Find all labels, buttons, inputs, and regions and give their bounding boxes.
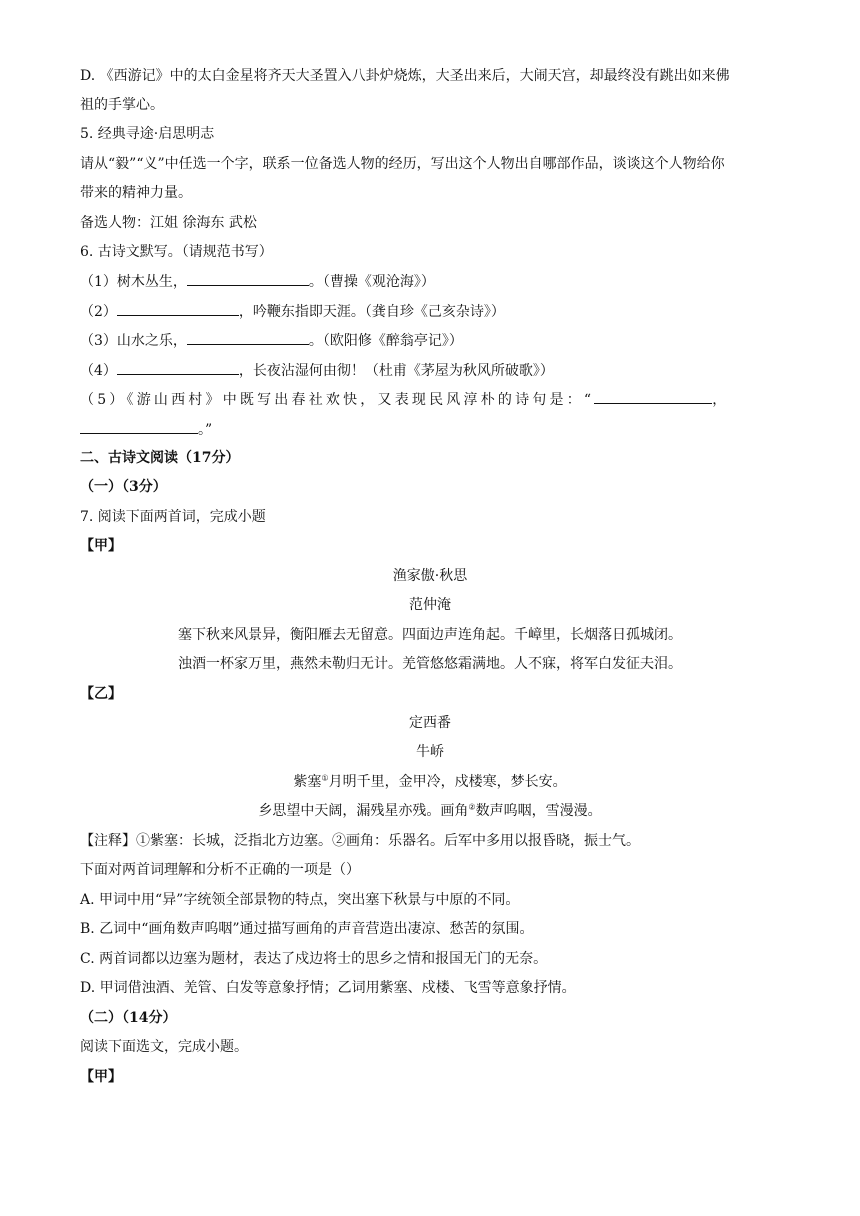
q6-item-2-prefix: （2） bbox=[80, 304, 117, 320]
q6-item-3-suffix: 。（欧阳修《醉翁亭记》） bbox=[308, 333, 463, 349]
q6-item-5-line1 bbox=[80, 389, 726, 409]
q6-item-5-suffix: 。” bbox=[198, 422, 213, 438]
poem2-line2-a: 乡思望中天阔，漏残星亦残。画角 bbox=[258, 803, 469, 819]
q5-title: 5. 经典寻途·启思明志 bbox=[80, 126, 215, 142]
q7-yi-label: 【乙】 bbox=[80, 686, 122, 702]
q6-item-5-sep: ， bbox=[712, 392, 727, 408]
section-2-heading: 二、古诗文阅读（17分） bbox=[80, 450, 240, 466]
q7-option-c: C. 两首词都以边塞为题材，表达了戍边将士的思乡之情和报国无门的无奈。 bbox=[80, 951, 548, 967]
q7-jia-label: 【甲】 bbox=[80, 538, 122, 554]
q4-option-d-line1: D. 《西游记》中的太白金星将齐天大圣置入八卦炉烧炼，大圣出来后，大闹天宫，却最终没有跳出如来佛 bbox=[80, 68, 730, 84]
q7-note: 【注释】①紫塞：长城，泛指北方边塞。②画角：乐器名。后军中多用以报昏晓，振士气。 bbox=[80, 833, 640, 849]
section-2-part-1: （一）（3分） bbox=[80, 479, 167, 495]
section-2-part-2: （二）（14分） bbox=[80, 1010, 177, 1026]
poem1-title: 渔家傲·秋思 bbox=[392, 568, 468, 584]
answer-blank[interactable] bbox=[117, 301, 239, 316]
poem2-author: 牛峤 bbox=[416, 744, 444, 760]
q5-prompt-line1: 请从“毅”“义”中任选一个字，联系一位备选人物的经历，写出这个人物出自哪部作品，谈谈这个人物给你 bbox=[80, 156, 725, 172]
q7-option-a: A. 甲词中用“异”字统领全部景物的特点，突出塞下秋景与中原的不同。 bbox=[80, 892, 520, 908]
q6-item-2 bbox=[80, 301, 505, 321]
answer-blank[interactable] bbox=[80, 419, 198, 434]
q7-option-b: B. 乙词中“画角数声呜咽”通过描写画角的声音营造出凄凉、愁苦的氛围。 bbox=[80, 921, 534, 937]
footnote-mark-2: ② bbox=[468, 802, 476, 812]
q5-candidates: 备选人物：江姐 徐海东 武松 bbox=[80, 215, 257, 231]
q6-item-3 bbox=[80, 330, 463, 350]
q6-title: 6. 古诗文默写。（请规范书写） bbox=[80, 244, 273, 260]
q6-item-5-prefix: （5）《游山西村》中既写出春社欢快，又表现民风淳朴的诗句是：“ bbox=[80, 392, 595, 408]
footnote-mark-1: ① bbox=[321, 773, 329, 783]
q6-item-5-line2 bbox=[80, 419, 212, 439]
poem1-line2: 浊酒一杯家万里，燕然未勒归无计。羌管悠悠霜满地。人不寐，将军白发征夫泪。 bbox=[178, 656, 682, 672]
answer-blank[interactable] bbox=[187, 271, 309, 286]
answer-blank[interactable] bbox=[594, 389, 712, 404]
q7-option-d: D. 甲词借浊酒、羌管、白发等意象抒情；乙词用紫塞、戍楼、飞雪等意象抒情。 bbox=[80, 980, 576, 996]
q5-prompt-line2: 带来的精神力量。 bbox=[80, 185, 192, 201]
poem2-line2 bbox=[0, 801, 860, 821]
q7-title: 7. 阅读下面两首词，完成小题 bbox=[80, 509, 266, 525]
q7-question: 下面对两首词理解和分析不正确的一项是（） bbox=[80, 862, 360, 878]
q6-item-4-prefix: （4） bbox=[80, 363, 117, 379]
poem2-line2-b: 数声呜咽，雪漫漫。 bbox=[475, 803, 602, 819]
part2-jia-label: 【甲】 bbox=[80, 1069, 122, 1085]
poem2-line1-a: 紫塞 bbox=[293, 774, 322, 790]
q4-option-d-line2: 祖的手掌心。 bbox=[80, 97, 164, 113]
q6-item-4-suffix: ，长夜沾湿何由彻！（杜甫《茅屋为秋风所破歌》） bbox=[238, 363, 554, 379]
part2-instruction: 阅读下面选文，完成小题。 bbox=[80, 1039, 248, 1055]
q6-item-1 bbox=[80, 271, 435, 291]
q6-item-1-prefix: （1）树木丛生， bbox=[80, 274, 187, 290]
q6-item-2-suffix: ，吟鞭东指即天涯。（龚自珍《己亥杂诗》） bbox=[238, 304, 505, 320]
poem2-line1-b: 月明千里，金甲冷，戍楼寒，梦长安。 bbox=[328, 774, 567, 790]
answer-blank[interactable] bbox=[187, 330, 309, 345]
answer-blank[interactable] bbox=[117, 360, 239, 375]
poem2-title: 定西番 bbox=[409, 715, 451, 731]
poem1-author: 范仲淹 bbox=[409, 597, 451, 613]
poem1-line1: 塞下秋来风景异，衡阳雁去无留意。四面边声连角起。千嶂里，长烟落日孤城闭。 bbox=[178, 627, 682, 643]
poem2-line1 bbox=[0, 772, 860, 792]
q6-item-1-suffix: 。（曹操《观沧海》） bbox=[308, 274, 435, 290]
q6-item-4 bbox=[80, 360, 554, 380]
q6-item-3-prefix: （3）山水之乐， bbox=[80, 333, 187, 349]
